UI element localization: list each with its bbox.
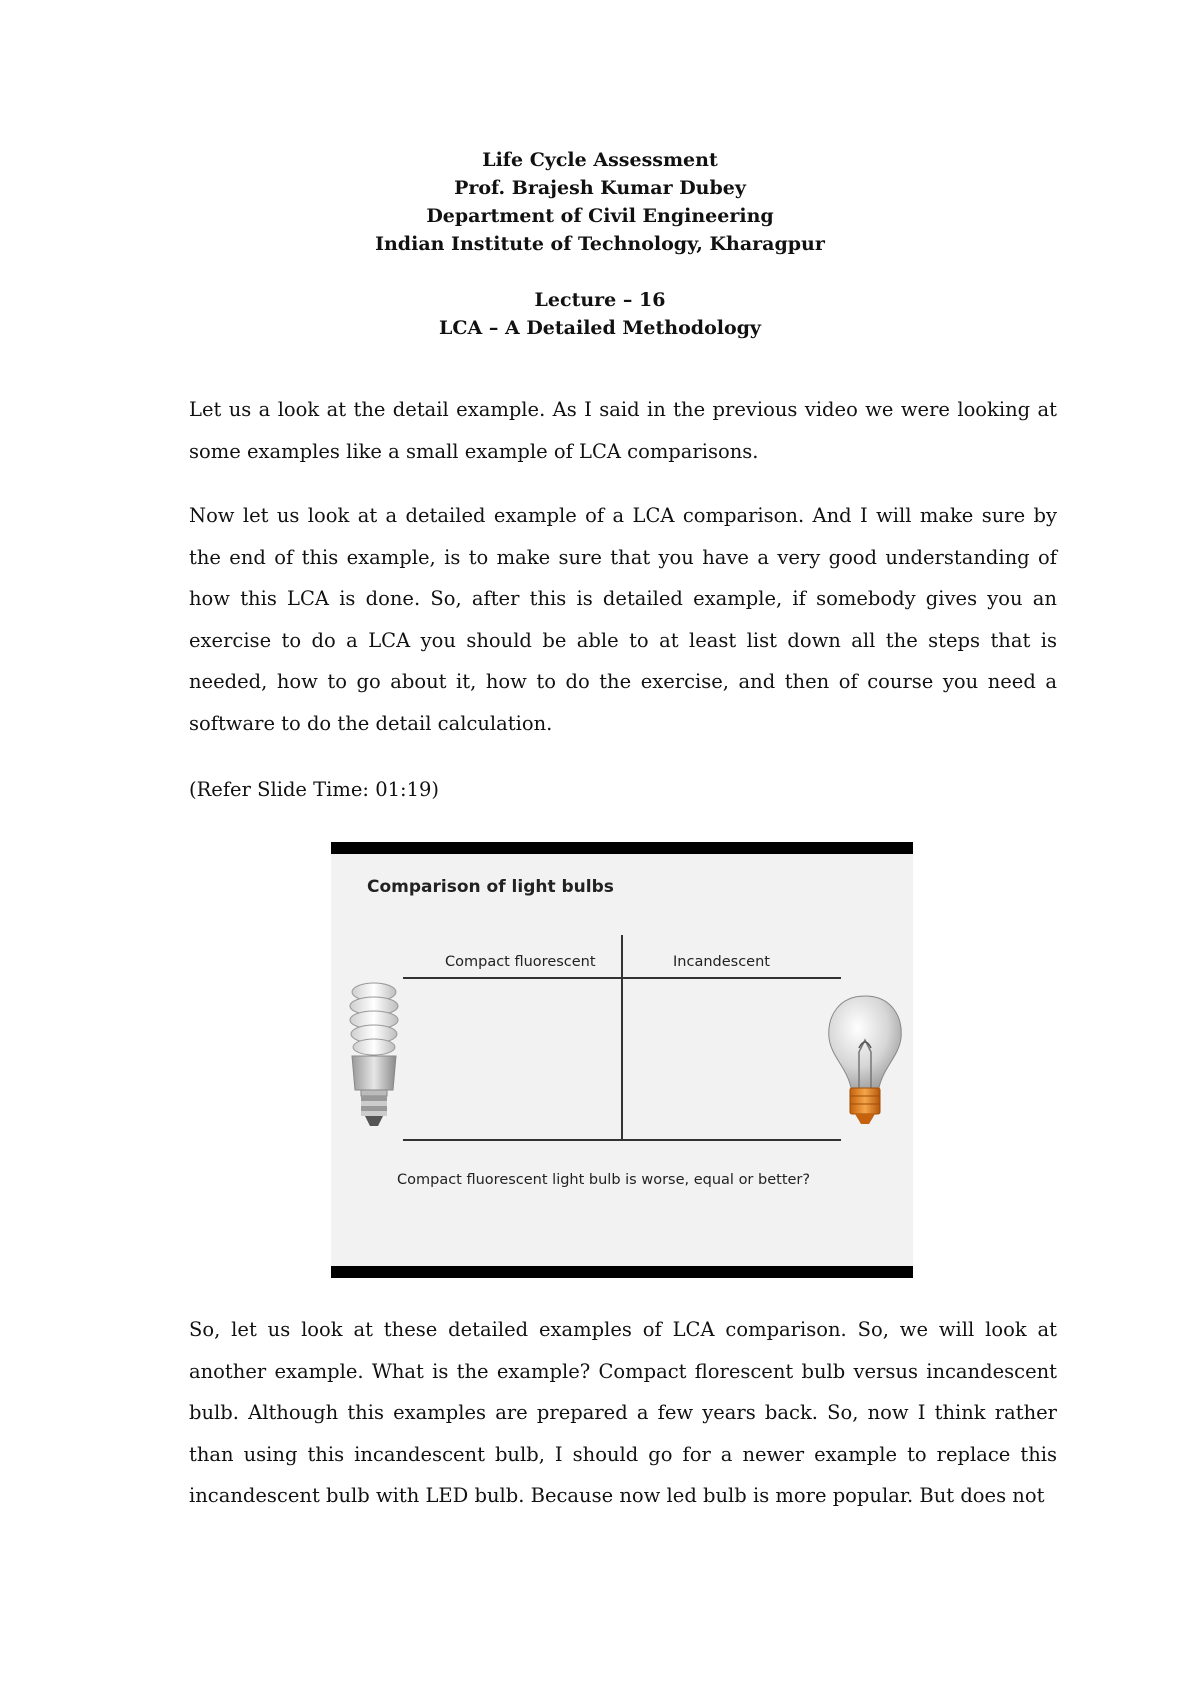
slide-question: Compact fluorescent light bulb is worse, equal or better? (397, 1172, 811, 1188)
slide-title: Comparison of light bulbs (367, 877, 614, 897)
table-vertical-divider (621, 935, 623, 1141)
table-header-rule (403, 977, 841, 979)
slide-time-reference: (Refer Slide Time: 01:19) (189, 778, 440, 801)
slide-top-border (331, 842, 913, 854)
column-header-incandescent: Incandescent (673, 954, 770, 970)
lecture-topic: LCA – A Detailed Methodology (439, 317, 761, 339)
institute-name: Indian Institute of Technology, Kharagpur (375, 233, 825, 255)
lecture-header (0, 146, 1200, 342)
incandescent-bulb-icon (825, 992, 905, 1132)
table-bottom-rule (403, 1139, 841, 1141)
paragraph-intro: Let us a look at the detail example. As I said in the previous video we were looking at some examples like a small example of LCA comparisons. (189, 398, 1057, 463)
course-title: Life Cycle Assessment (482, 149, 718, 171)
professor-name: Prof. Brajesh Kumar Dubey (454, 177, 746, 199)
slide-bottom-border (331, 1266, 913, 1278)
paragraph-example: So, let us look at these detailed examples of LCA comparison. So, we will look at another example. What is the example? Compact florescent bulb versus incandescent bulb. Although this examples are prepared a few years back. So, now I think rather than using this incandescent bulb, I should go for a newer example to replace this incandescent bulb with LED bulb. Because now led bulb is more popular. But does not (189, 1318, 1057, 1507)
department-name: Department of Civil Engineering (426, 205, 774, 227)
paragraph-detail: Now let us look at a detailed example of a LCA comparison. And I will make sure by the end of this example, is to make sure that you have a very good understanding of how this LCA is done. So, after this is detailed example, if somebody gives you an exercise to do a LCA you should be able to at least list down all the steps that is needed, how to go about it, how to do the exercise, and then of course you need a software to do the detail calculation. (189, 504, 1057, 735)
cfl-bulb-icon (341, 980, 407, 1130)
slide-image (331, 842, 913, 1278)
column-header-compact-fluorescent: Compact fluorescent (445, 954, 596, 970)
lecture-number: Lecture – 16 (534, 289, 666, 311)
